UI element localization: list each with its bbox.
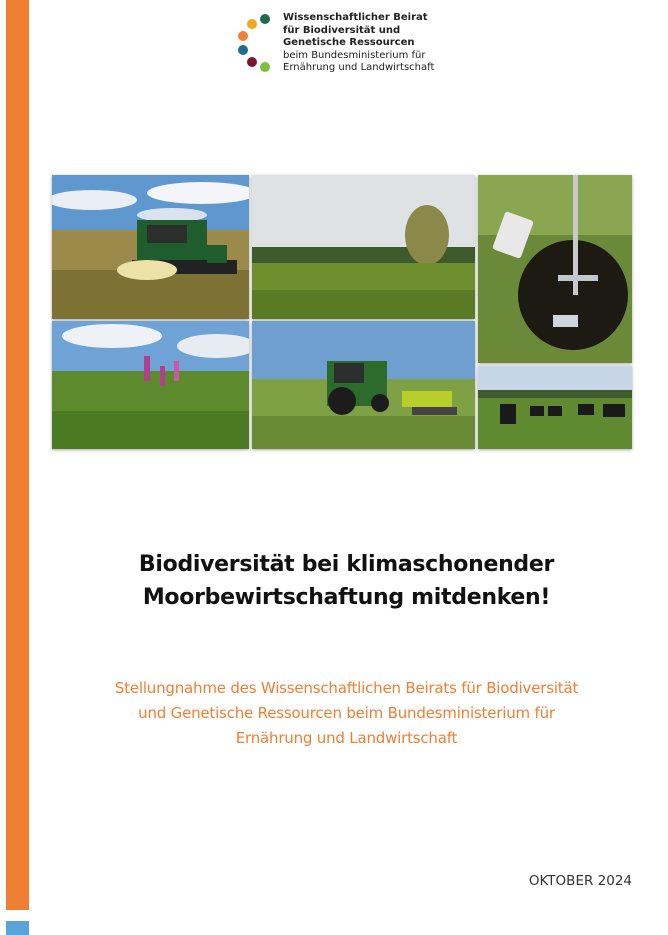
publication-date: OKTOBER 2024	[528, 873, 632, 889]
logo-line: Wissenschaftlicher Beirat	[283, 12, 428, 23]
document-title	[60, 548, 633, 614]
subtitle-line: und Genetische Ressourcen beim Bundesministerium für	[138, 704, 555, 722]
logo-dot	[247, 19, 257, 29]
title-line: Biodiversität bei klimaschonender	[138, 552, 555, 577]
logo-dots-icon	[234, 10, 274, 72]
logo-wordmark	[283, 12, 483, 75]
photo-grazing-cattle	[478, 366, 632, 449]
photo-fen-landscape	[252, 175, 475, 319]
logo-dot	[260, 62, 270, 72]
photo-orchid-meadow	[52, 321, 249, 449]
photo-tracked-vehicle	[52, 175, 249, 319]
logo-dot	[247, 57, 257, 67]
subtitle-line: Ernährung und Landwirtschaft	[235, 729, 458, 747]
blue-corner-mark	[6, 921, 29, 935]
title-line: Moorbewirtschaftung mitdenken!	[142, 585, 551, 610]
logo-dot	[238, 31, 248, 41]
logo-line: für Biodiversität und	[283, 24, 401, 36]
logo-dot	[238, 45, 248, 55]
logo-line: beim Bundesministerium für	[283, 49, 426, 61]
photo-soil-pit	[478, 175, 632, 363]
document-subtitle	[70, 676, 623, 751]
orange-side-bar	[6, 0, 29, 910]
photo-tractor-mowing	[252, 321, 475, 449]
logo-line: Ernährung und Landwirtschaft	[283, 62, 435, 73]
logo-line: Genetische Ressourcen	[283, 37, 415, 48]
logo-dot	[260, 14, 270, 24]
subtitle-line: Stellungnahme des Wissenschaftlichen Beirats für Biodiversität	[114, 679, 579, 697]
